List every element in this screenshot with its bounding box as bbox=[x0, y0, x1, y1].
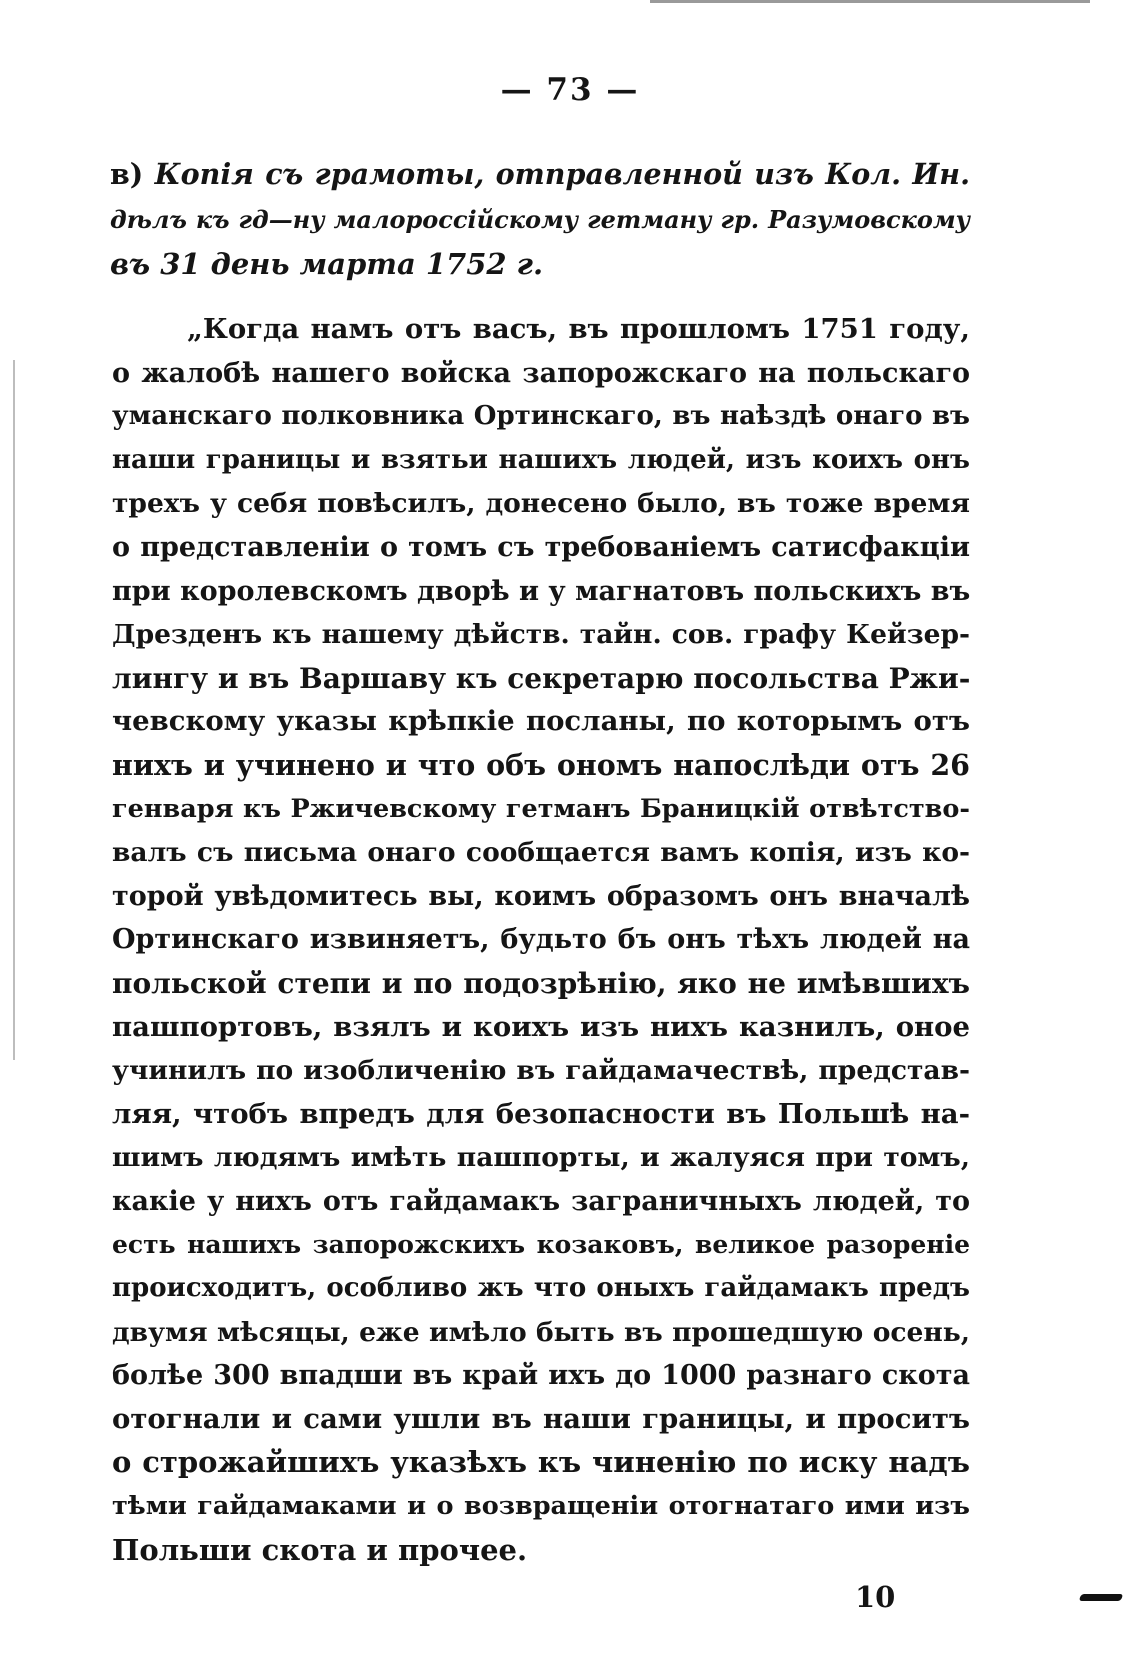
body-line: пашпортовъ, взялъ и коихъ изъ нихъ казнилъ, оное bbox=[112, 1010, 970, 1043]
heading-text: Копія съ грамоты, отправленной изъ Кол. Ин. bbox=[154, 157, 970, 191]
heading-line bbox=[110, 152, 970, 197]
body-line: „Когда намъ отъ васъ, въ прошломъ 1751 году, bbox=[187, 313, 970, 345]
body-line: лингу и въ Варшаву къ секретарю посольства Ржи- bbox=[112, 661, 971, 695]
body-line: Ортинскаго извиняетъ, будьто бъ онъ тѣхъ людей на bbox=[112, 924, 970, 956]
body-line: происходитъ, особливо жъ что оныхъ гайдамакъ предъ bbox=[112, 1273, 970, 1304]
body-paragraph bbox=[112, 308, 970, 1572]
body-line: при королевскомъ дворѣ и у магнатовъ польскихъ въ bbox=[112, 575, 971, 607]
page-number: — 73 — bbox=[500, 72, 640, 108]
body-line: шимъ людямъ имѣть пашпорты, и жалуяся при томъ, bbox=[112, 1142, 970, 1174]
scan-edge-line bbox=[13, 360, 15, 1060]
body-line: торой увѣдомитесь вы, коимъ образомъ онъ вначалѣ bbox=[112, 880, 970, 912]
heading-text: дѣлъ къ гд—ну малороссійскому гетману гр. Разумовскому bbox=[110, 205, 970, 234]
body-line: учинилъ по изобличенію въ гайдамачествѣ, представ- bbox=[112, 1055, 970, 1087]
body-line: польской степи и по подозрѣнію, яко не имѣвшихъ bbox=[112, 966, 970, 1000]
body-line: о представленіи о томъ съ требованіемъ сатисфакціи bbox=[112, 531, 970, 563]
body-line: отогнали и сами ушли въ наши границы, и проситъ bbox=[112, 1402, 970, 1435]
body-line: болѣе 300 впадши въ край ихъ до 1000 разнаго скота bbox=[112, 1360, 970, 1392]
top-edge-rule bbox=[650, 0, 1090, 3]
body-line: двумя мѣсяцы, еже имѣло быть въ прошедшую осень, bbox=[112, 1316, 970, 1348]
body-line: чевскому указы крѣпкіе посланы, по которымъ отъ bbox=[112, 705, 970, 738]
signature-number: 10 bbox=[855, 1580, 896, 1614]
body-line: валъ съ письма онаго сообщается вамъ копія, изъ ко- bbox=[112, 837, 970, 869]
section-heading bbox=[110, 152, 970, 287]
heading-text: въ 31 день марта 1752 г. bbox=[110, 247, 544, 281]
ink-mark bbox=[1079, 1594, 1124, 1601]
body-line: есть нашихъ запорожскихъ козаковъ, великое разореніе bbox=[112, 1230, 970, 1260]
heading-line bbox=[110, 242, 970, 287]
body-line: тѣми гайдамаками и о возвращеніи отогнатаго ими изъ bbox=[112, 1491, 970, 1522]
body-line: трехъ у себя повѣсилъ, донесено было, въ тоже время bbox=[112, 488, 970, 520]
body-line: нихъ и учинено и что объ ономъ напослѣди отъ 26 bbox=[112, 747, 970, 782]
body-line: уманскаго полковника Ортинскаго, въ наѣздѣ онаго въ bbox=[112, 401, 970, 432]
body-line: генваря къ Ржичевскому гетманъ Браницкій отвѣтство- bbox=[112, 793, 970, 824]
body-line: о жалобѣ нашего войска запорожскаго на польскаго bbox=[112, 357, 970, 389]
body-line: Дрезденъ къ нашему дѣйств. тайн. сов. графу Кейзер- bbox=[112, 619, 970, 651]
body-line: какіе у нихъ отъ гайдамакъ заграничныхъ людей, то bbox=[112, 1185, 970, 1217]
heading-marker: в) bbox=[110, 157, 155, 191]
heading-line bbox=[110, 197, 970, 242]
body-line: наши границы и взятьи нашихъ людей, изъ коихъ онъ bbox=[112, 444, 970, 475]
body-line: ляя, чтобъ впредъ для безопасности въ Польшѣ на- bbox=[112, 1097, 970, 1130]
body-line: о строжайшихъ указѣхъ къ чиненію по иску надъ bbox=[112, 1445, 970, 1480]
body-line: Польши скота и прочее. bbox=[112, 1532, 528, 1567]
